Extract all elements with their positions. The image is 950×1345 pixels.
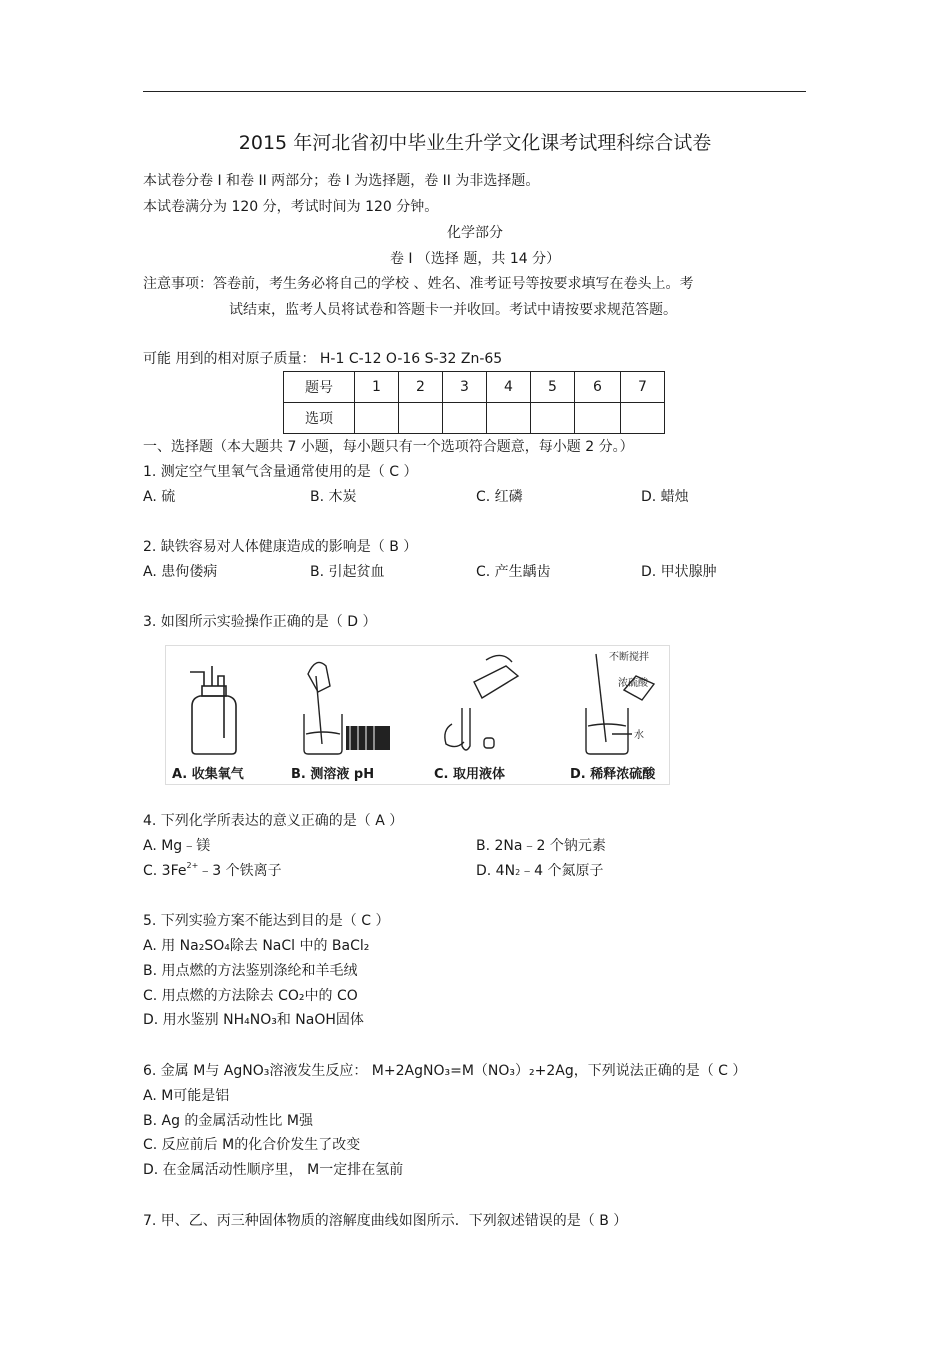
q6-option-c: C. 反应前后 M的化合价发生了改变 [143,1137,361,1153]
q3-caption-d: D. 稀释浓硫酸 [570,767,656,782]
q2-option-d: D. 甲状腺肿 [641,564,717,580]
q1-option-d: D. 蜡烛 [641,489,689,505]
q6-option-b: B. Ag 的金属活动性比 M强 [143,1113,313,1129]
q2-option-c: C. 产生龋齿 [476,564,551,580]
q5-option-a: A. 用 Na₂SO₄除去 NaCl 中的 BaCl₂ [143,938,370,954]
section-title: 化学部分 [447,225,503,241]
intro-line-2: 本试卷满分为 120 分，考试时间为 120 分钟。 [143,199,439,215]
acid-label: 浓硫酸 [618,678,648,689]
q5-option-c: C. 用点燃的方法除去 CO₂中的 CO [143,988,358,1004]
table-row [284,372,665,403]
answer-cell[interactable] [487,403,531,434]
q2-stem: 2. 缺铁容易对人体健康造成的影响是（ B ） [143,539,418,555]
q1-option-b: B. 木炭 [310,489,357,505]
question-number-cell: 2 [399,372,443,403]
q2-option-b: B. 引起贫血 [310,564,385,580]
question-number-cell: 3 [443,372,487,403]
q6-stem: 6. 金属 M与 AgNO₃溶液发生反应： M+2AgNO₃=M（NO₃）₂+2Ag，下列说法正确的是（ C ） [143,1063,747,1079]
water-label: 水 [634,730,644,741]
q7-stem: 7. 甲、乙、丙三种固体物质的溶解度曲线如图所示．下列叙述错误的是（ B ） [143,1213,628,1229]
answer-cell[interactable] [399,403,443,434]
stir-label: 不断搅拌 [609,652,649,663]
notice-line-1: 注意事项：答卷前，考生务必将自己的学校 、姓名、准考证号等按要求填写在卷头上。考 [143,276,694,292]
q3-caption-b: B. 测溶液 pH [291,767,375,782]
answer-cell[interactable] [575,403,621,434]
q1-stem: 1. 测定空气里氧气含量通常使用的是（ C ） [143,464,418,480]
question-number-cell: 7 [621,372,665,403]
atomic-mass-line: 可能 用到的相对原子质量： H-1 C-12 O-16 S-32 Zn-65 [143,351,503,367]
notice-line-2: 试结束，监考人员将试卷和答题卡一并收回。考试中请按要求规范答题。 [229,302,677,318]
q4-stem: 4. 下列化学所表达的意义正确的是（ A ） [143,813,404,829]
intro-line-1: 本试卷分卷 I 和卷 II 两部分；卷 I 为选择题，卷 II 为非选择题。 [143,173,540,189]
question-number-cell: 4 [487,372,531,403]
q3-stem: 3. 如图所示实验操作正确的是（ D ） [143,614,377,630]
q4-option-c: C. $3Fe^{2+}﹣3$ 个铁离子 [143,861,282,879]
q6-option-a: A. M可能是铝 [143,1088,230,1104]
answer-cell[interactable] [355,403,399,434]
table-header-cell: 题号 [284,372,355,403]
table-header-cell: 选项 [284,403,355,434]
gas-bottle-illustration [190,666,236,754]
exam-title: 2015 年河北省初中毕业生升学文化课考试理科综合试卷 [238,132,712,154]
section-one-heading: 一、选择题（本大题共 7 小题，每小题只有一个选项符合题意，每小题 2 分。） [143,439,634,455]
q2-option-a: A. 患佝偻病 [143,564,218,580]
answer-table [283,371,665,434]
answer-cell[interactable] [443,403,487,434]
q3-caption-c: C. 取用液体 [434,767,506,782]
question-number-cell: 1 [355,372,399,403]
question-number-cell: 5 [531,372,575,403]
q3-caption-a: A. 收集氧气 [172,767,244,782]
q5-option-d: D. 用水鉴别 NH₄NO₃和 NaOH固体 [143,1012,364,1028]
question-number-cell: 6 [575,372,621,403]
part-title: 卷 I （选择 题，共 14 分） [389,251,561,267]
q5-option-b: B. 用点燃的方法鉴别涤纶和羊毛绒 [143,963,358,979]
answer-cell[interactable] [621,403,665,434]
q5-stem: 5. 下列实验方案不能达到目的是（ C ） [143,913,390,929]
q4-option-a: A. Mg﹣镁 [143,838,211,854]
header-rule [143,91,806,92]
q1-option-c: C. 红磷 [476,489,523,505]
table-row [284,403,665,434]
pour-liquid-illustration [445,655,518,750]
q4-option-d: D. 4N2﹣4 个氮原子 [476,863,604,879]
answer-cell[interactable] [531,403,575,434]
ph-test-illustration [304,662,390,754]
q1-option-a: A. 硫 [143,489,176,505]
q3-figure [165,645,670,785]
q6-option-d: D. 在金属活动性顺序里， M一定排在氢前 [143,1162,404,1178]
q4-option-b: B. 2Na﹣2 个钠元素 [476,838,606,854]
